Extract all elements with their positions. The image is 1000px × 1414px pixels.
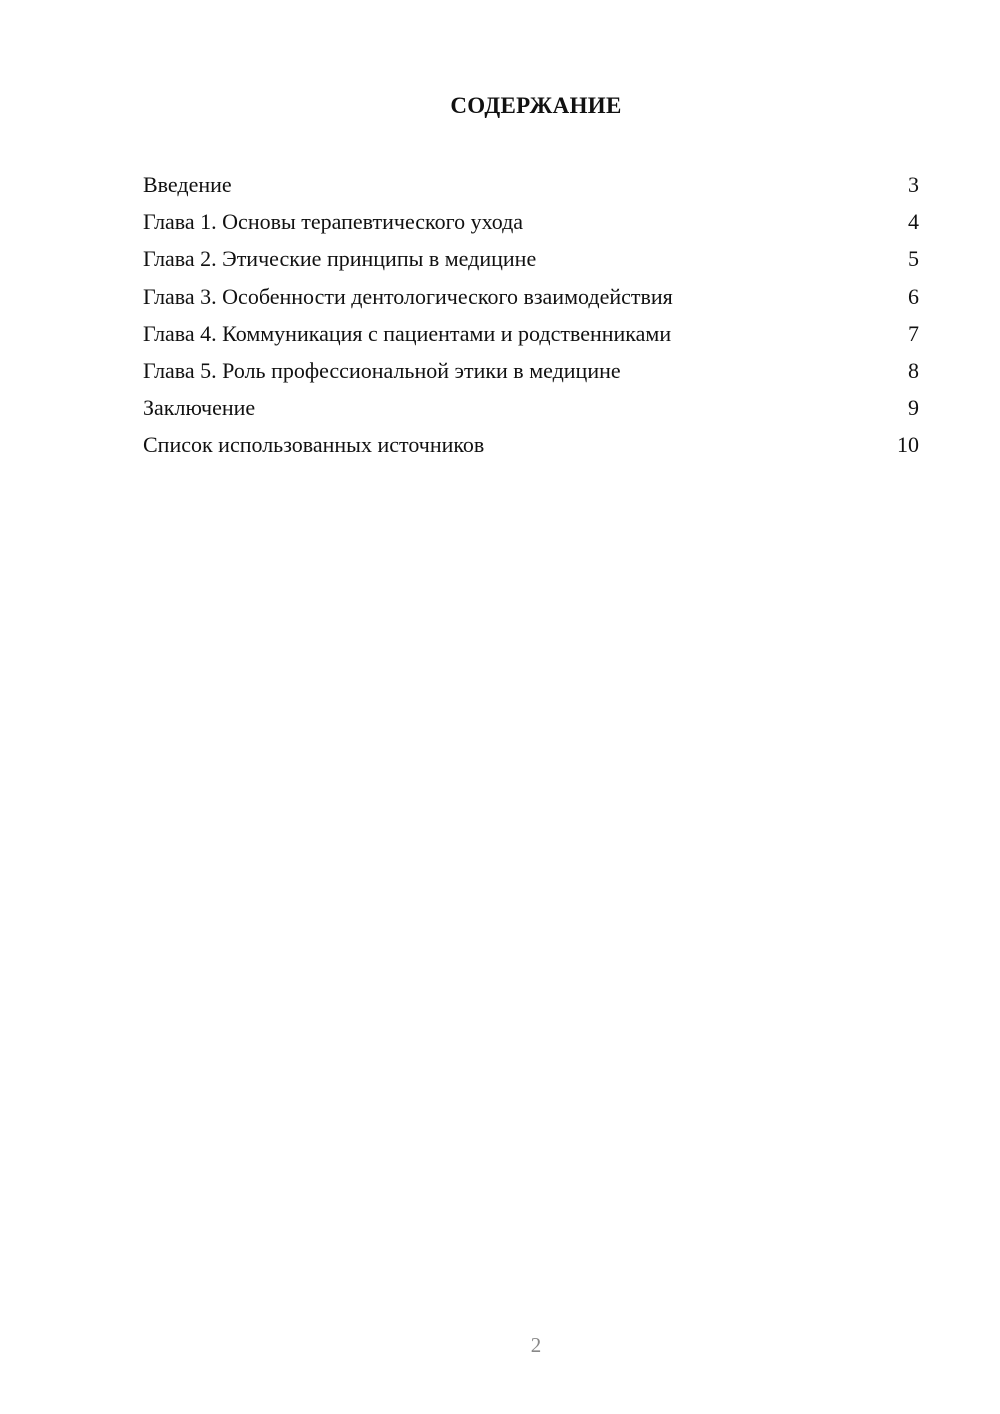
toc-entry-page: 6 (908, 283, 919, 309)
toc-entry-page: 9 (908, 395, 919, 421)
toc-entry-introduction (143, 166, 919, 203)
toc-entry-page: 10 (897, 432, 919, 458)
toc-entry-conclusion (143, 389, 919, 426)
toc-entry-references (143, 426, 919, 463)
table-of-contents (143, 166, 919, 464)
toc-title: СОДЕРЖАНИЕ (450, 93, 622, 118)
toc-entry-label: Глава 4. Коммуникация с пациентами и родственниками (143, 320, 672, 346)
toc-entry-chapter-5 (143, 352, 919, 389)
toc-entry-label: Введение (143, 172, 232, 197)
toc-entry-page: 3 (908, 172, 919, 197)
toc-entry-chapter-2 (143, 240, 919, 277)
page-number: 2 (530, 1333, 542, 1357)
toc-entry-label: Список использованных источников (143, 432, 485, 458)
toc-entry-page: 5 (908, 246, 919, 272)
toc-entry-page: 8 (908, 357, 919, 383)
toc-entry-label: Глава 2. Этические принципы в медицине (143, 246, 537, 272)
toc-entry-chapter-4 (143, 315, 919, 352)
toc-entry-chapter-3 (143, 278, 919, 315)
toc-entry-page: 4 (908, 209, 919, 235)
toc-entry-label: Заключение (143, 395, 256, 421)
toc-entry-label: Глава 3. Особенности дентологического взаимодействия (143, 283, 673, 309)
toc-entry-chapter-1 (143, 203, 919, 240)
toc-entry-label: Глава 1. Основы терапевтического ухода (143, 209, 524, 235)
toc-entry-label: Глава 5. Роль профессиональной этики в медицине (143, 357, 621, 383)
toc-entry-page: 7 (908, 320, 919, 346)
